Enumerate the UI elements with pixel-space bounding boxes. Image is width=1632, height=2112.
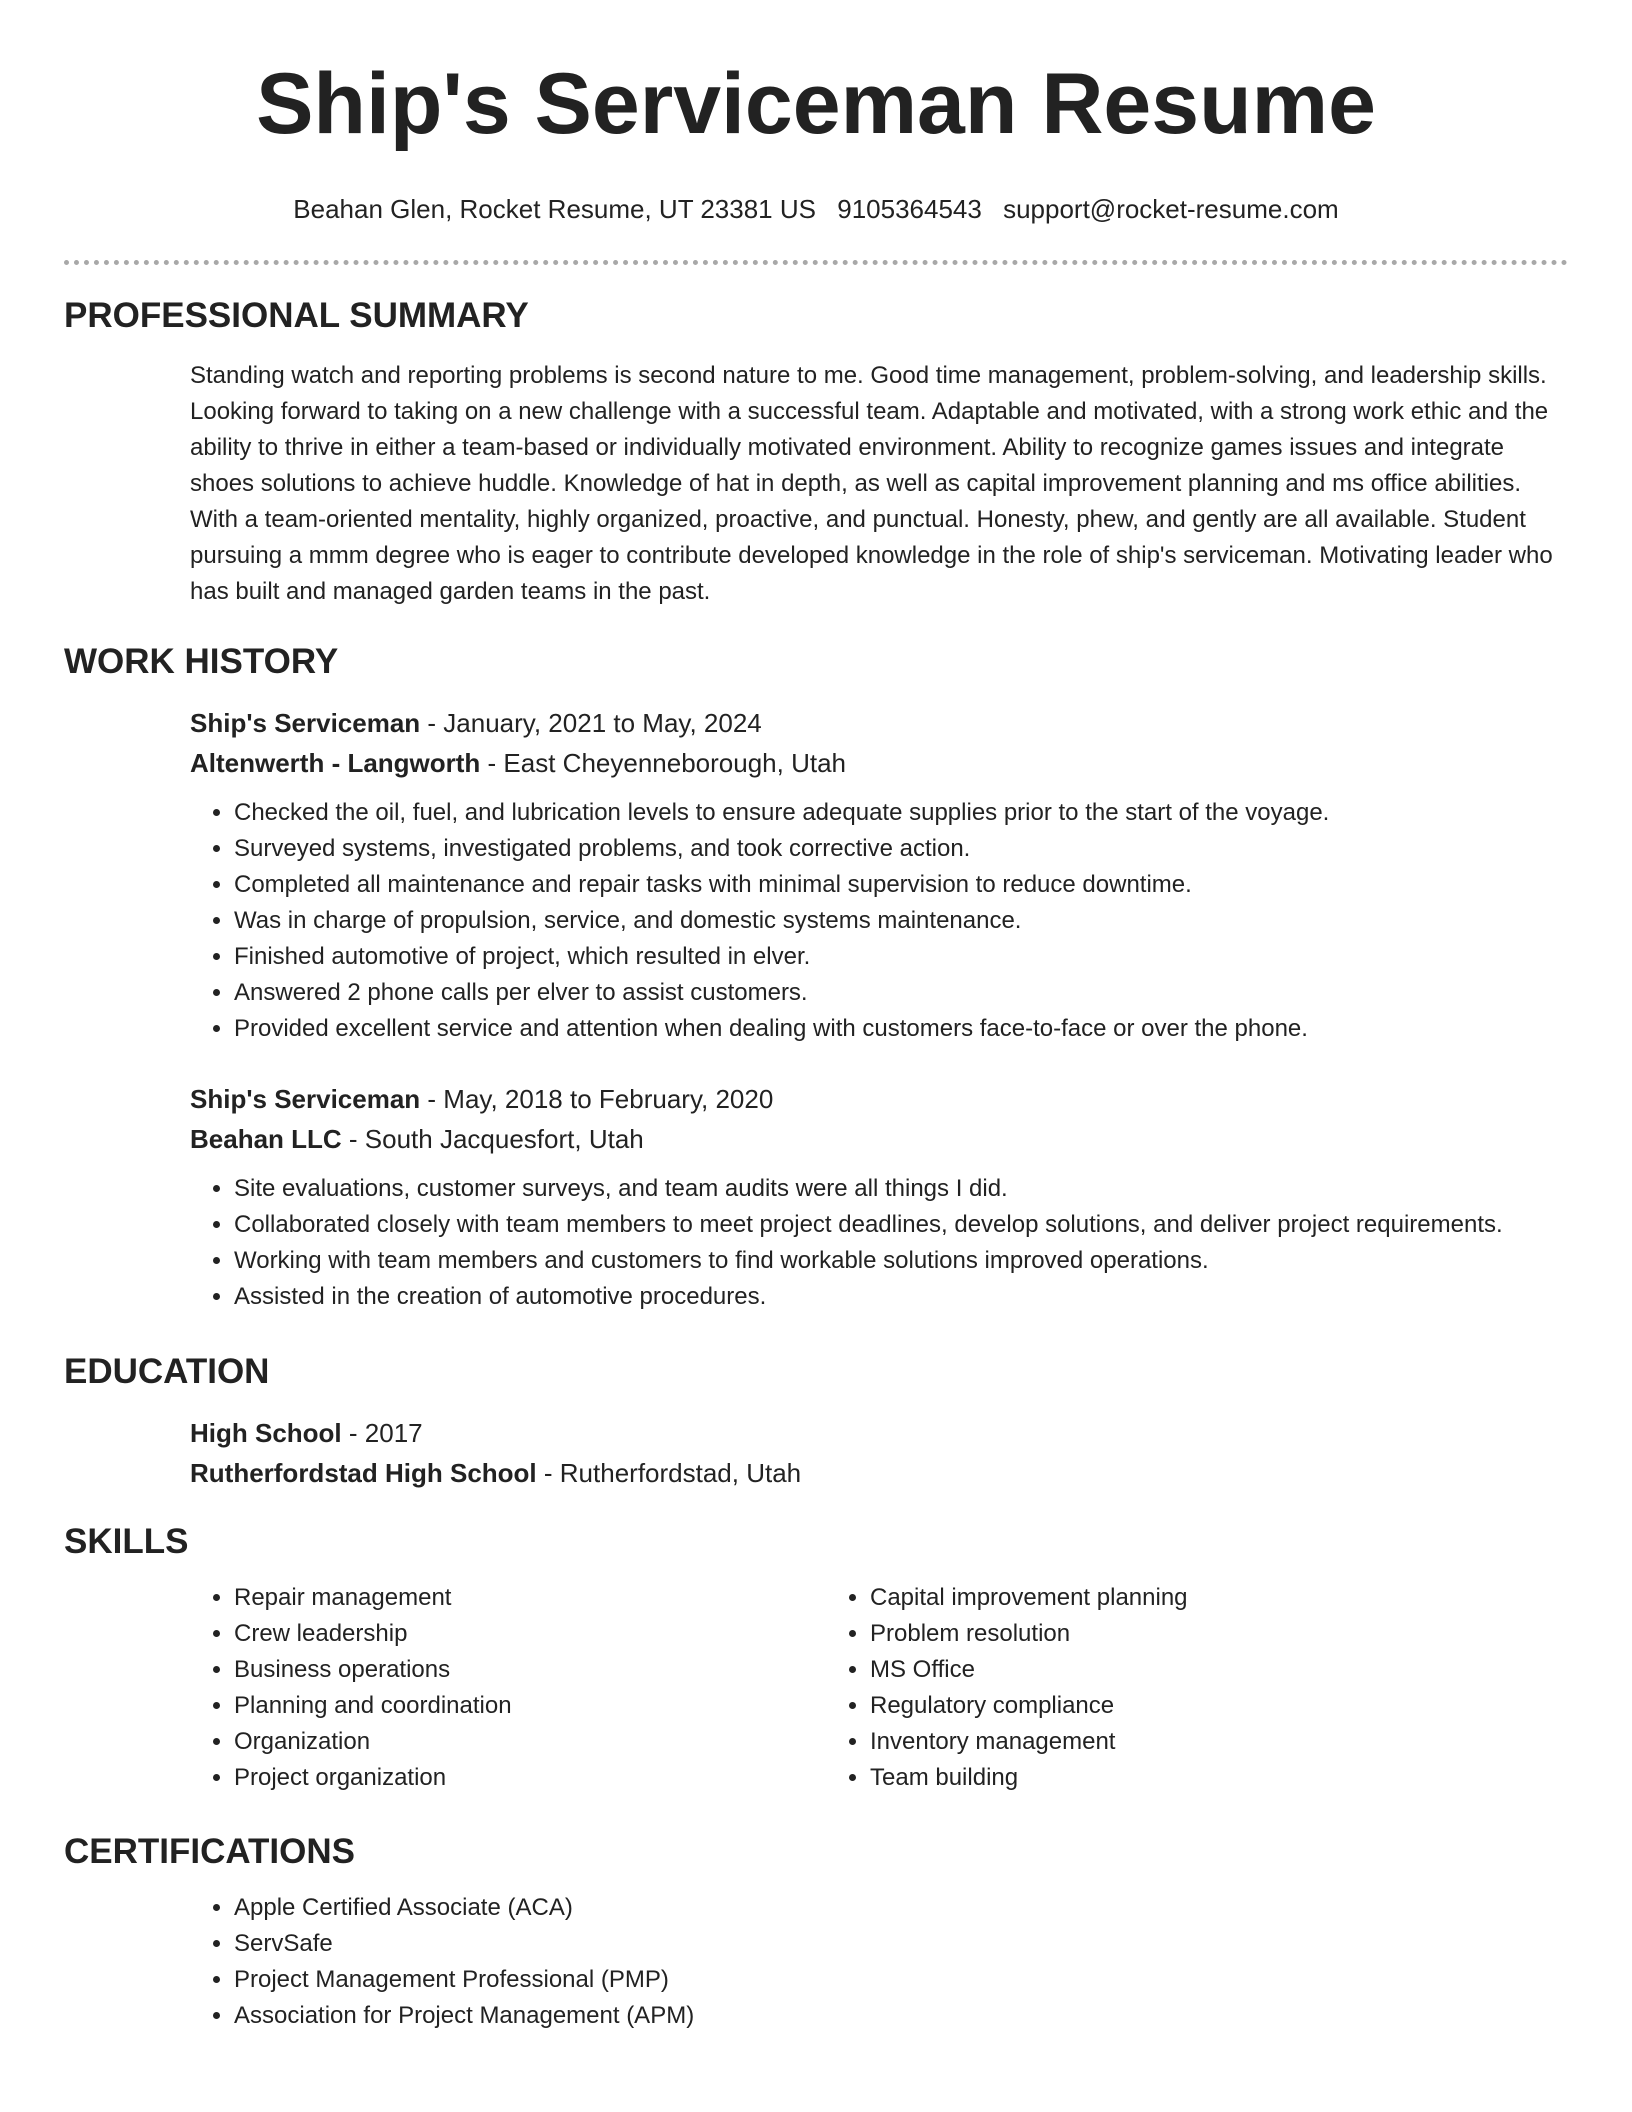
education-location: - Rutherfordstad, Utah — [536, 1458, 802, 1488]
job-company-line — [190, 1119, 1568, 1159]
list-item: • Was in charge of propulsion, service, and domestic systems maintenance. — [234, 903, 1568, 939]
work-history-heading: WORK HISTORY — [64, 642, 339, 681]
job-title-line — [190, 1079, 1568, 1119]
certifications-heading: CERTIFICATIONS — [64, 1832, 356, 1871]
list-item: • Project Management Professional (PMP) — [234, 1962, 1568, 1998]
list-item: • Association for Project Management (APM) — [234, 1998, 1568, 2034]
job-title: Ship's Serviceman — [190, 1084, 421, 1114]
list-item: • Working with team members and customers to find workable solutions improved operations. — [234, 1243, 1568, 1279]
page-title: Ship's Serviceman Resume — [256, 56, 1376, 152]
list-item: • Crew leadership — [234, 1616, 826, 1652]
list-item: • Finished automotive of project, which resulted in elver. — [234, 939, 1568, 975]
skills-heading: SKILLS — [64, 1522, 189, 1561]
job-company: Altenwerth - Langworth — [190, 748, 481, 778]
list-item: • ServSafe — [234, 1926, 1568, 1962]
list-item: • Apple Certified Associate (ACA) — [234, 1890, 1568, 1926]
contact-email: support@rocket-resume.com — [1003, 194, 1339, 224]
education-school-line — [190, 1453, 1568, 1493]
education-degree: High School — [190, 1418, 342, 1448]
skills-column-right — [826, 1580, 1462, 1796]
contact-line — [64, 194, 1568, 224]
list-item: • Collaborated closely with team members to meet project deadlines, develop solutions, and deliver project requirements. — [234, 1207, 1568, 1243]
header-divider — [64, 260, 1568, 265]
skills-grid — [190, 1580, 1568, 1796]
job-company: Beahan LLC — [190, 1124, 342, 1154]
list-item: • Repair management — [234, 1580, 826, 1616]
work-history-section — [64, 642, 1568, 1315]
list-item: • Assisted in the creation of automotive procedures. — [234, 1279, 1568, 1315]
summary-section — [64, 296, 1568, 610]
list-item: • Project organization — [234, 1760, 826, 1796]
list-item: • Completed all maintenance and repair tasks with minimal supervision to reduce downtime. — [234, 867, 1568, 903]
summary-heading: PROFESSIONAL SUMMARY — [64, 296, 529, 335]
certifications-section — [64, 1832, 1568, 2034]
list-item: • Problem resolution — [870, 1616, 1462, 1652]
contact-address: Beahan Glen, Rocket Resume, UT 23381 US — [293, 194, 816, 224]
education-degree-line — [190, 1413, 1568, 1453]
job-entry — [190, 703, 1568, 783]
job-bullet-list — [190, 1171, 1568, 1315]
job-location: - South Jacquesfort, Utah — [341, 1124, 644, 1154]
list-item: • Checked the oil, fuel, and lubrication levels to ensure adequate supplies prior to the start of the voyage. — [234, 795, 1568, 831]
education-year: - 2017 — [341, 1418, 423, 1448]
list-item: • Regulatory compliance — [870, 1688, 1462, 1724]
list-item: • Planning and coordination — [234, 1688, 826, 1724]
job-dates: - May, 2018 to February, 2020 — [420, 1084, 774, 1114]
education-entry — [190, 1413, 1568, 1493]
list-item: • Organization — [234, 1724, 826, 1760]
list-item: • Site evaluations, customer surveys, and team audits were all things I did. — [234, 1171, 1568, 1207]
list-item: • Surveyed systems, investigated problems, and took corrective action. — [234, 831, 1568, 867]
summary-text: Standing watch and reporting problems is second nature to me. Good time management, problem-solving, and leadership skills. Looking forward to taking on a new challenge with a successful team. Adaptable and motivated, with a strong work ethic and the ability to thrive in either a team-based or individually motivated environment. Ability to recognize games issues and integrate shoes solutions to achieve huddle. Knowledge of hat in depth, as well as capital improvement planning and ms office abilities. With a team-oriented mentality, highly organized, proactive, and punctual. Honesty, phew, and gently are all available. Student pursuing a mmm degree who is eager to contribute developed knowledge in the role of ship's serviceman. Motivating leader who has built and managed garden teams in the past. — [190, 362, 1553, 605]
education-section — [64, 1352, 1568, 1493]
contact-phone: 9105364543 — [837, 194, 982, 224]
education-school: Rutherfordstad High School — [190, 1458, 537, 1488]
job-company-line — [190, 743, 1568, 783]
skills-section — [64, 1522, 1568, 1796]
certifications-list — [190, 1890, 1568, 2034]
job-location: - East Cheyenneborough, Utah — [480, 748, 847, 778]
job-title: Ship's Serviceman — [190, 708, 421, 738]
job-bullet-list — [190, 795, 1568, 1047]
list-item: • MS Office — [870, 1652, 1462, 1688]
list-item: • Business operations — [234, 1652, 826, 1688]
skills-column-left — [190, 1580, 826, 1796]
job-title-line — [190, 703, 1568, 743]
list-item: • Capital improvement planning — [870, 1580, 1462, 1616]
education-heading: EDUCATION — [64, 1352, 270, 1391]
list-item: • Provided excellent service and attention when dealing with customers face-to-face or over the phone. — [234, 1011, 1568, 1047]
list-item: • Answered 2 phone calls per elver to assist customers. — [234, 975, 1568, 1011]
list-item: • Team building — [870, 1760, 1462, 1796]
job-dates: - January, 2021 to May, 2024 — [420, 708, 762, 738]
list-item: • Inventory management — [870, 1724, 1462, 1760]
job-entry — [190, 1079, 1568, 1159]
